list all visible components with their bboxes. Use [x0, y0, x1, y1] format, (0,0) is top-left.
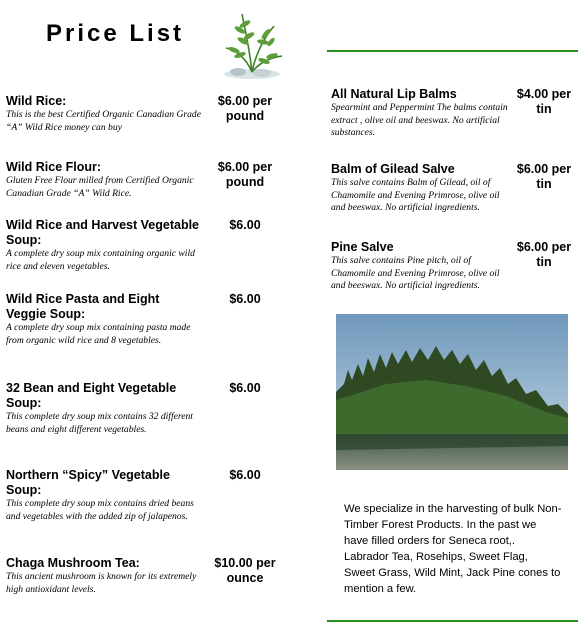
item-bean-soup [6, 381, 202, 436]
item-pine-salve [331, 240, 509, 293]
item-chaga-tea [6, 556, 206, 596]
item-price: $6.00 [229, 468, 261, 482]
item-price: $6.00 per pound [217, 160, 273, 189]
fern-plant-icon [216, 8, 288, 80]
item-pasta-soup [6, 292, 202, 347]
item-description: This complete dry soup mix contains 32 different beans and eight different vegetables. [6, 411, 193, 435]
item-spicy-soup [6, 468, 202, 523]
item-name: All Natural Lip Balms [331, 87, 457, 101]
item-description: This is the best Certified Organic Canadian Grade “A” Wild Rice money can buy [6, 109, 201, 133]
item-price: $6.00 per tin [516, 240, 572, 269]
item-wild-rice [6, 94, 206, 134]
item-name: Balm of Gilead Salve [331, 162, 455, 176]
item-name: Wild Rice Flour: [6, 160, 102, 174]
item-name: Wild Rice and Harvest Vegetable Soup: [6, 218, 200, 247]
lake-forest-photo [336, 314, 568, 470]
item-description: This ancient mushroom is known for its extremely high antioxidant levels. [6, 571, 197, 595]
item-balm-of-gilead [331, 162, 509, 215]
page-title: Price List [46, 20, 185, 47]
item-name: Chaga Mushroom Tea: [6, 556, 140, 570]
item-lip-balms [331, 87, 509, 140]
item-name: Wild Rice Pasta and Eight Veggie Soup: [6, 292, 160, 321]
item-price: $10.00 per ounce [214, 556, 276, 585]
item-name: Pine Salve [331, 240, 394, 254]
item-description: A complete dry soup mix containing pasta made from organic wild rice and 8 vegetables. [6, 322, 191, 346]
item-description: This salve contains Pine pitch, oil of Chamomile and Evening Primrose, olive oil and beeswax. No artificial ingredients. [331, 255, 500, 291]
item-name: Wild Rice: [6, 94, 67, 108]
item-price: $6.00 [229, 292, 261, 306]
item-description: This salve contains Balm of Gilead, oil of Chamomile and Evening Primrose, olive oil and beeswax. No artificial ingredients. [331, 177, 500, 213]
item-name: 32 Bean and Eight Vegetable Soup: [6, 381, 177, 410]
item-description: This complete dry soup mix contains dried beans and vegetables with the added zip of jalapenos. [6, 498, 194, 522]
top-divider [327, 50, 578, 52]
item-price: $6.00 per tin [516, 162, 572, 191]
item-price: $6.00 per pound [217, 94, 273, 123]
item-description: Gluten Free Flour milled from Certified Organic Canadian Grade “A” Wild Rice. [6, 175, 194, 199]
item-name: Northern “Spicy” Vegetable Soup: [6, 468, 170, 497]
item-price: $6.00 [229, 381, 261, 395]
bottom-divider [327, 620, 578, 622]
item-wild-rice-flour [6, 160, 206, 200]
item-harvest-soup [6, 218, 202, 273]
item-price: $6.00 [229, 218, 261, 232]
specialty-note: We specialize in the harvesting of bulk Non-Timber Forest Products. In the past we have filled orders for Seneca root,. Labrador Tea, Rosehips, Sweet Flag, Sweet Grass, Wild Mint, Jack Pine cones to mention a few. [344, 503, 562, 595]
item-description: A complete dry soup mix containing organic wild rice and eleven vegetables. [6, 248, 195, 272]
item-description: Spearmint and Peppermint The balms contain extract , olive oil and beeswax. No artificial substances. [331, 102, 508, 138]
item-price: $4.00 per tin [516, 87, 572, 116]
